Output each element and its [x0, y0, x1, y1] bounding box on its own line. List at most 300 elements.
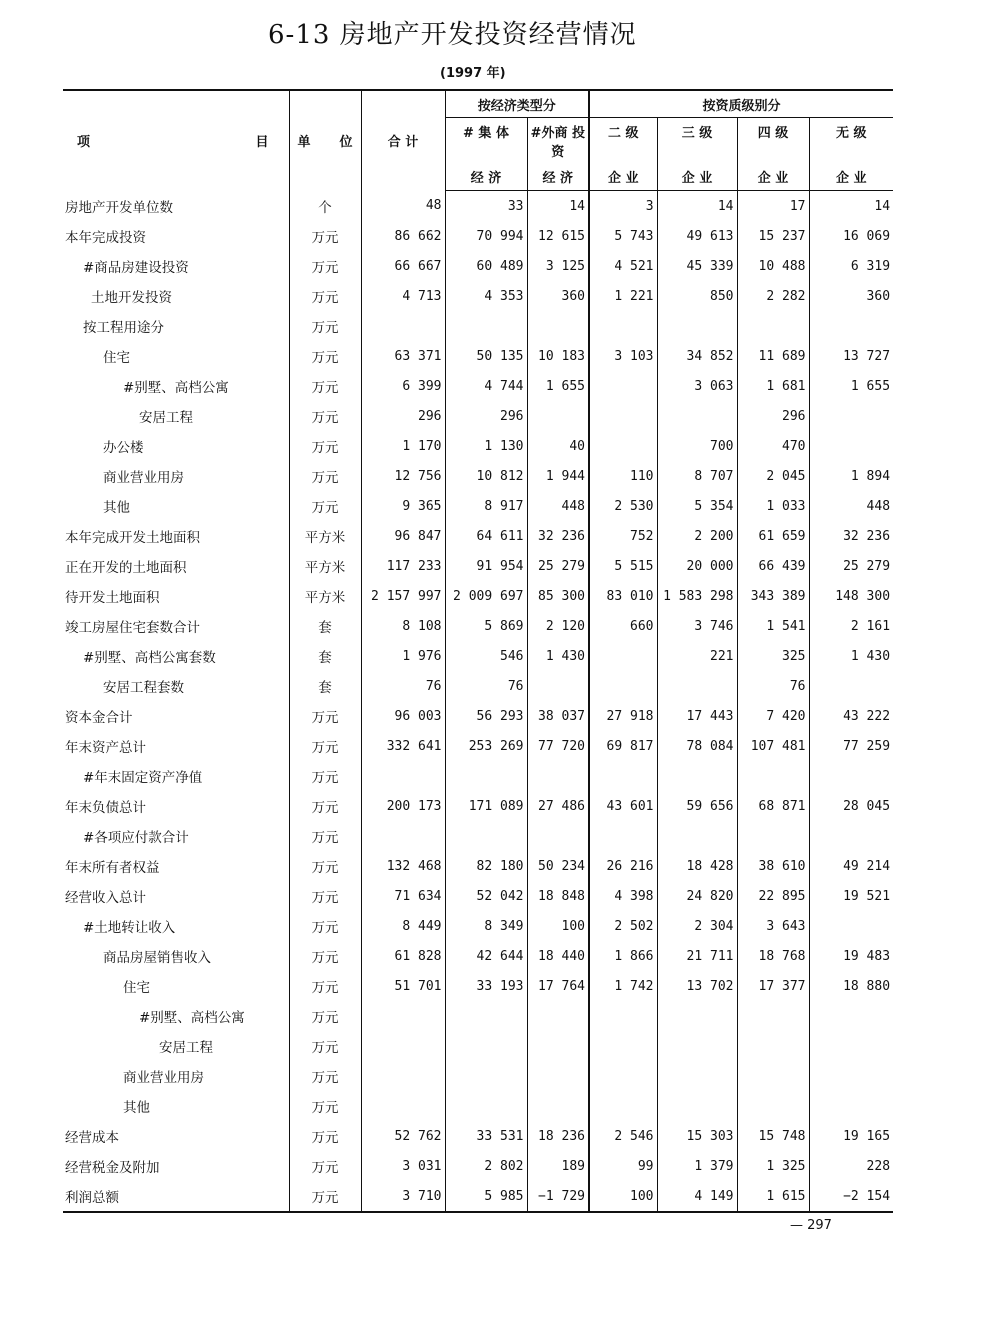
cell-collective: 4 353 — [445, 281, 527, 311]
cell-level3: 1 583 298 — [657, 581, 737, 611]
table-row — [63, 401, 893, 431]
cell-foreign: 50 234 — [527, 851, 589, 881]
cell-collective: 296 — [445, 401, 527, 431]
cell-total — [361, 1031, 445, 1061]
cell-level4 — [737, 1031, 809, 1061]
cell-collective: 546 — [445, 641, 527, 671]
header-item-right: 目 — [255, 135, 269, 151]
table-row — [63, 491, 893, 521]
table-row — [63, 791, 893, 821]
cell-level2: 5 743 — [589, 221, 657, 251]
row-unit-cell: 万元 — [289, 1091, 361, 1121]
cell-level2: 1 742 — [589, 971, 657, 1001]
cell-total — [361, 311, 445, 341]
row-item-label: 年末所有者权益 — [65, 860, 160, 876]
row-item-cell — [63, 551, 289, 581]
table-row — [63, 971, 893, 1001]
cell-level3: 1 379 — [657, 1151, 737, 1181]
cell-none: 19 483 — [843, 948, 891, 964]
header-collective-bottom: 经 济 — [445, 160, 527, 191]
header-level2-bottom: 企 业 — [589, 160, 657, 191]
cell-collective: 70 994 — [445, 221, 527, 251]
cell-collective — [445, 761, 527, 791]
row-item-label: #别墅、高档公寓 — [139, 1010, 245, 1026]
header-group-qualification: 按资质级别分 — [589, 90, 893, 118]
row-unit-cell: 万元 — [289, 1121, 361, 1151]
cell-level2 — [589, 401, 657, 431]
cell-collective: 5 985 — [445, 1181, 527, 1212]
cell-none — [809, 911, 893, 941]
cell-level3: 2 200 — [657, 521, 737, 551]
row-item-label: 商品房屋销售收入 — [103, 950, 211, 966]
cell-level3 — [657, 1091, 737, 1121]
cell-none — [809, 761, 893, 791]
cell-foreign: 18 236 — [527, 1121, 589, 1151]
cell-foreign: 189 — [527, 1151, 589, 1181]
row-item-cell — [63, 851, 289, 881]
cell-foreign: 27 486 — [527, 791, 589, 821]
table-body — [63, 191, 893, 1213]
row-item-label: 资本金合计 — [65, 710, 133, 726]
cell-collective: 33 — [445, 191, 527, 222]
cell-level4: 22 895 — [737, 881, 809, 911]
cell-level4: 1 325 — [737, 1151, 809, 1181]
header-level4-top: 四 级 — [737, 118, 809, 161]
cell-collective: 10 812 — [445, 461, 527, 491]
cell-collective — [445, 1091, 527, 1121]
header-none-top: 无 级 — [836, 126, 867, 141]
cell-level4: 107 481 — [737, 731, 809, 761]
table-row — [63, 191, 893, 222]
header-level3-bottom: 企 业 — [657, 160, 737, 191]
row-item-cell — [63, 251, 289, 281]
cell-total — [361, 821, 445, 851]
cell-foreign: 1 655 — [527, 371, 589, 401]
cell-collective: 56 293 — [445, 701, 527, 731]
cell-foreign: 448 — [527, 491, 589, 521]
cell-level3: 14 — [657, 191, 737, 222]
cell-foreign: 38 037 — [527, 701, 589, 731]
cell-none: 19 521 — [843, 888, 891, 904]
row-unit-cell: 万元 — [289, 941, 361, 971]
cell-level3: 18 428 — [657, 851, 737, 881]
cell-foreign — [527, 1001, 589, 1031]
cell-level2 — [589, 671, 657, 701]
row-unit-cell: 万元 — [289, 1001, 361, 1031]
cell-foreign: 18 440 — [527, 941, 589, 971]
row-unit-cell: 万元 — [289, 1061, 361, 1091]
cell-foreign — [527, 401, 589, 431]
row-item-label: 其他 — [123, 1100, 150, 1116]
row-unit-cell: 万元 — [289, 971, 361, 1001]
row-item-label: #商品房建设投资 — [83, 260, 189, 276]
cell-level4: 66 439 — [737, 551, 809, 581]
row-item-label: 待开发土地面积 — [65, 590, 160, 606]
cell-total: 2 157 997 — [361, 581, 445, 611]
cell-total: 332 641 — [361, 731, 445, 761]
cell-level2 — [589, 311, 657, 341]
row-item-label: 本年完成投资 — [65, 230, 146, 246]
row-unit-cell: 万元 — [289, 431, 361, 461]
cell-level4: 10 488 — [737, 251, 809, 281]
row-item-label: 其他 — [103, 500, 130, 516]
cell-collective: 171 089 — [445, 791, 527, 821]
row-item-label: #别墅、高档公寓套数 — [83, 650, 216, 666]
cell-level4: 17 — [737, 191, 809, 222]
cell-level3: 20 000 — [657, 551, 737, 581]
row-item-label: 经营税金及附加 — [65, 1160, 160, 1176]
cell-level4: 76 — [737, 671, 809, 701]
cell-total: 61 828 — [361, 941, 445, 971]
cell-foreign: 32 236 — [527, 521, 589, 551]
cell-level3: 78 084 — [657, 731, 737, 761]
row-item-label: 办公楼 — [103, 440, 144, 456]
table-row — [63, 941, 893, 971]
table-row — [63, 431, 893, 461]
table-row — [63, 281, 893, 311]
row-unit-cell: 万元 — [289, 341, 361, 371]
cell-collective: 91 954 — [445, 551, 527, 581]
row-item-cell — [63, 941, 289, 971]
cell-none — [809, 1091, 893, 1121]
cell-none: 148 300 — [835, 588, 891, 604]
cell-foreign: 25 279 — [527, 551, 589, 581]
cell-level4: 2 045 — [737, 461, 809, 491]
cell-collective: 5 869 — [445, 611, 527, 641]
cell-collective: 2 802 — [445, 1151, 527, 1181]
cell-collective: 33 531 — [445, 1121, 527, 1151]
row-unit-cell: 万元 — [289, 1031, 361, 1061]
cell-level4: 38 610 — [737, 851, 809, 881]
row-item-label: 年末负债总计 — [65, 800, 146, 816]
row-unit-cell: 万元 — [289, 791, 361, 821]
cell-foreign — [527, 1091, 589, 1121]
cell-level3: 221 — [657, 641, 737, 671]
row-unit-cell: 万元 — [289, 371, 361, 401]
cell-foreign — [527, 821, 589, 851]
cell-total: 96 003 — [361, 701, 445, 731]
row-item-cell — [63, 581, 289, 611]
cell-total: 63 371 — [361, 341, 445, 371]
cell-collective: 64 611 — [445, 521, 527, 551]
table-row — [63, 1121, 893, 1151]
cell-level4 — [737, 1001, 809, 1031]
row-unit-cell: 万元 — [289, 821, 361, 851]
cell-foreign — [527, 311, 589, 341]
table-row — [63, 641, 893, 671]
table-row — [63, 611, 893, 641]
row-unit-cell: 万元 — [289, 881, 361, 911]
row-item-label: 安居工程 — [159, 1040, 213, 1056]
cell-level3 — [657, 1031, 737, 1061]
cell-none: 448 — [866, 498, 891, 514]
row-item-cell — [63, 881, 289, 911]
cell-foreign: 1 944 — [527, 461, 589, 491]
cell-none — [809, 1061, 893, 1091]
cell-level4: 325 — [737, 641, 809, 671]
cell-level4: 1 615 — [737, 1181, 809, 1212]
row-item-cell — [63, 191, 289, 222]
real-estate-statistics-table — [63, 89, 893, 1213]
cell-total: 86 662 — [361, 221, 445, 251]
header-unit-b: 位 — [339, 135, 353, 151]
row-unit-cell: 万元 — [289, 761, 361, 791]
cell-none: 2 161 — [850, 618, 891, 634]
cell-level4 — [737, 821, 809, 851]
row-unit-cell: 平方米 — [289, 581, 361, 611]
row-item-cell — [63, 1121, 289, 1151]
table-row — [63, 701, 893, 731]
cell-level3 — [657, 671, 737, 701]
cell-none: 1 430 — [850, 648, 891, 664]
cell-level4: 15 237 — [737, 221, 809, 251]
cell-level3: 45 339 — [657, 251, 737, 281]
header-unit — [289, 90, 361, 191]
cell-level2: 5 515 — [589, 551, 657, 581]
row-item-cell — [63, 1091, 289, 1121]
cell-level3: 15 303 — [657, 1121, 737, 1151]
cell-foreign: 10 183 — [527, 341, 589, 371]
cell-level3: 850 — [657, 281, 737, 311]
table-row — [63, 761, 893, 791]
row-unit-cell: 万元 — [289, 221, 361, 251]
row-item-cell — [63, 971, 289, 1001]
table-row — [63, 311, 893, 341]
row-item-cell — [63, 821, 289, 851]
cell-level3 — [657, 821, 737, 851]
row-item-label: 安居工程套数 — [103, 680, 184, 696]
cell-foreign: −1 729 — [527, 1181, 589, 1212]
cell-collective: 4 744 — [445, 371, 527, 401]
row-item-cell — [63, 281, 289, 311]
cell-level2: 3 — [589, 191, 657, 222]
table-header — [63, 90, 893, 191]
cell-foreign — [527, 761, 589, 791]
cell-none: 32 236 — [843, 528, 891, 544]
table-row — [63, 251, 893, 281]
cell-none: 19 165 — [843, 1128, 891, 1144]
cell-level4: 7 420 — [737, 701, 809, 731]
row-item-cell — [63, 1061, 289, 1091]
cell-level3: 3 746 — [657, 611, 737, 641]
row-unit-cell: 万元 — [289, 461, 361, 491]
row-unit-cell: 套 — [289, 671, 361, 701]
row-unit-cell: 万元 — [289, 251, 361, 281]
page-number: — 297 — [790, 1218, 832, 1233]
cell-collective: 1 130 — [445, 431, 527, 461]
cell-none: 25 279 — [843, 558, 891, 574]
cell-foreign: 12 615 — [527, 221, 589, 251]
statistics-table-container — [63, 89, 893, 1213]
header-group-economic-type: 按经济类型分 — [445, 90, 589, 118]
cell-collective — [445, 1061, 527, 1091]
table-row — [63, 1031, 893, 1061]
row-item-label: 经营收入总计 — [65, 890, 146, 906]
cell-level3: 17 443 — [657, 701, 737, 731]
header-collective-top: # 集 体 — [445, 118, 527, 161]
row-item-label: 竣工房屋住宅套数合计 — [65, 620, 200, 636]
cell-none: 16 069 — [843, 228, 891, 244]
row-item-cell — [63, 341, 289, 371]
row-unit-cell: 万元 — [289, 1181, 361, 1212]
header-unit-a: 单 — [297, 135, 311, 151]
row-item-label: #别墅、高档公寓 — [123, 380, 229, 396]
cell-level2: 752 — [589, 521, 657, 551]
cell-level4: 1 541 — [737, 611, 809, 641]
row-unit-cell: 万元 — [289, 491, 361, 521]
row-item-cell — [63, 221, 289, 251]
cell-none — [809, 1001, 893, 1031]
year-subtitle: (1997 年) — [440, 66, 506, 81]
row-item-label: #年末固定资产净值 — [83, 770, 203, 786]
cell-level2 — [589, 641, 657, 671]
cell-foreign: 85 300 — [527, 581, 589, 611]
header-total: 合 计 — [361, 90, 445, 191]
row-item-cell — [63, 461, 289, 491]
cell-collective: 50 135 — [445, 341, 527, 371]
cell-total: 52 762 — [361, 1121, 445, 1151]
row-item-label: 商业营业用房 — [123, 1070, 204, 1086]
header-item-left: 项 — [77, 135, 91, 151]
cell-level3: 24 820 — [657, 881, 737, 911]
cell-level2: 2 546 — [589, 1121, 657, 1151]
cell-level3: 4 149 — [657, 1181, 737, 1212]
cell-total: 4 713 — [361, 281, 445, 311]
cell-foreign: 18 848 — [527, 881, 589, 911]
cell-total: 9 365 — [361, 491, 445, 521]
row-item-cell — [63, 491, 289, 521]
cell-level4 — [737, 761, 809, 791]
row-item-cell — [63, 911, 289, 941]
cell-none: 228 — [866, 1158, 891, 1174]
cell-none — [809, 431, 893, 461]
table-row — [63, 821, 893, 851]
cell-total — [361, 1001, 445, 1031]
cell-collective: 253 269 — [445, 731, 527, 761]
cell-total: 1 976 — [361, 641, 445, 671]
cell-total: 200 173 — [361, 791, 445, 821]
cell-level4: 1 033 — [737, 491, 809, 521]
cell-collective: 33 193 — [445, 971, 527, 1001]
cell-collective: 8 917 — [445, 491, 527, 521]
cell-level2 — [589, 371, 657, 401]
cell-collective: 2 009 697 — [445, 581, 527, 611]
cell-total: 3 710 — [361, 1181, 445, 1212]
cell-none — [809, 1031, 893, 1061]
cell-level4: 15 748 — [737, 1121, 809, 1151]
table-row — [63, 371, 893, 401]
row-item-label: #各项应付款合计 — [83, 830, 189, 846]
cell-level2: 27 918 — [589, 701, 657, 731]
row-item-label: 经营成本 — [65, 1130, 119, 1146]
cell-total: 66 667 — [361, 251, 445, 281]
cell-level3 — [657, 1001, 737, 1031]
header-level3-top: 三 级 — [657, 118, 737, 161]
cell-level2: 2 530 — [589, 491, 657, 521]
table-row — [63, 581, 893, 611]
row-item-label: 住宅 — [123, 980, 150, 996]
row-item-label: 房地产开发单位数 — [65, 199, 173, 216]
cell-level3: 3 063 — [657, 371, 737, 401]
row-unit-cell: 万元 — [289, 701, 361, 731]
table-row — [63, 341, 893, 371]
cell-foreign: 3 125 — [527, 251, 589, 281]
row-item-cell — [63, 521, 289, 551]
cell-none: 77 259 — [843, 738, 891, 754]
table-row — [63, 671, 893, 701]
cell-level4: 2 282 — [737, 281, 809, 311]
row-item-cell — [63, 731, 289, 761]
row-item-label: 利润总额 — [65, 1190, 119, 1206]
cell-collective: 82 180 — [445, 851, 527, 881]
table-row — [63, 221, 893, 251]
page-title: 6-13 房地产开发投资经营情况 — [268, 20, 637, 50]
cell-foreign — [527, 671, 589, 701]
cell-level4: 18 768 — [737, 941, 809, 971]
cell-level2: 4 521 — [589, 251, 657, 281]
cell-none — [809, 821, 893, 851]
row-item-cell — [63, 401, 289, 431]
cell-total: 8 449 — [361, 911, 445, 941]
row-unit-cell: 万元 — [289, 401, 361, 431]
row-item-cell — [63, 431, 289, 461]
table-row — [63, 551, 893, 581]
table-row — [63, 1001, 893, 1031]
row-unit-cell: 万元 — [289, 911, 361, 941]
cell-level4 — [737, 1061, 809, 1091]
cell-level4: 17 377 — [737, 971, 809, 1001]
cell-total: 117 233 — [361, 551, 445, 581]
cell-total: 51 701 — [361, 971, 445, 1001]
cell-foreign — [527, 1061, 589, 1091]
header-item — [63, 90, 289, 191]
cell-total — [361, 1061, 445, 1091]
cell-foreign: 100 — [527, 911, 589, 941]
cell-foreign: 2 120 — [527, 611, 589, 641]
cell-level3 — [657, 311, 737, 341]
table-row — [63, 521, 893, 551]
cell-level3: 59 656 — [657, 791, 737, 821]
cell-level2: 110 — [589, 461, 657, 491]
header-level2-top: 二 级 — [589, 118, 657, 161]
cell-total: 96 847 — [361, 521, 445, 551]
row-item-label: 年末资产总计 — [65, 740, 146, 756]
header-foreign-top: #外商 投 资 — [527, 118, 589, 161]
cell-collective: 76 — [445, 671, 527, 701]
table-row — [63, 1181, 893, 1212]
row-item-label: 本年完成开发土地面积 — [65, 530, 200, 546]
cell-collective — [445, 1001, 527, 1031]
cell-level2 — [589, 1001, 657, 1031]
table-row — [63, 911, 893, 941]
row-unit-cell: 平方米 — [289, 551, 361, 581]
cell-total: 76 — [361, 671, 445, 701]
table-row — [63, 1151, 893, 1181]
table-row — [63, 461, 893, 491]
row-item-cell — [63, 1031, 289, 1061]
cell-foreign: 360 — [527, 281, 589, 311]
cell-level2 — [589, 821, 657, 851]
cell-level2 — [589, 1061, 657, 1091]
cell-none — [809, 671, 893, 701]
row-item-cell — [63, 671, 289, 701]
table-row — [63, 851, 893, 881]
cell-none: 18 880 — [843, 978, 891, 994]
cell-none: −2 154 — [809, 1181, 893, 1212]
cell-none: 49 214 — [843, 858, 891, 874]
cell-level2: 1 221 — [589, 281, 657, 311]
row-item-cell — [63, 761, 289, 791]
